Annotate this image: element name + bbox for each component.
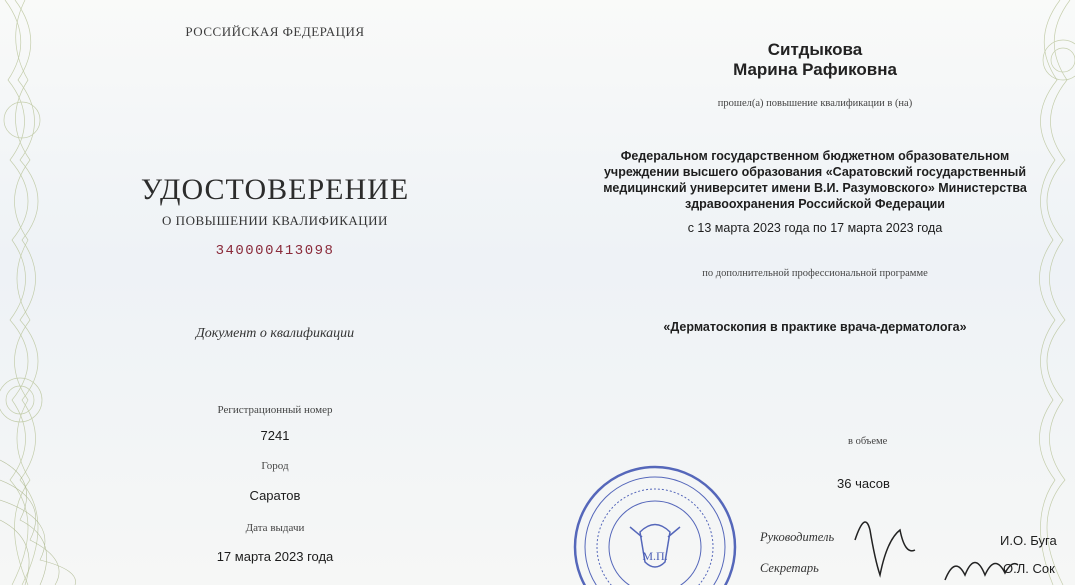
country-heading: РОССИЙСКАЯ ФЕДЕРАЦИЯ bbox=[185, 24, 365, 39]
stamp-mark: М.П. bbox=[642, 549, 668, 563]
official-stamp bbox=[570, 462, 740, 585]
issue-date-label: Дата выдачи bbox=[245, 522, 305, 534]
registration-label: Регистрационный номер bbox=[217, 404, 333, 416]
secretary-name: О.Л. Сок bbox=[1003, 561, 1055, 576]
volume-value: 36 часов bbox=[837, 476, 890, 491]
institution-line: Федеральном государственном бюджетном образовательном bbox=[620, 149, 1010, 163]
secretary-label: Секретарь bbox=[760, 561, 819, 575]
head-label: Руководитель bbox=[760, 530, 835, 544]
issue-date-value: 17 марта 2023 года bbox=[216, 549, 334, 564]
document-subtitle: О ПОВЫШЕНИИ КВАЛИФИКАЦИИ bbox=[162, 213, 388, 228]
program-label: по дополнительной профессиональной программе bbox=[702, 268, 928, 279]
document-title: УДОСТОВЕРЕНИЕ bbox=[140, 173, 410, 206]
holder-name bbox=[565, 40, 1065, 80]
institution-line: медицинский университет имени В.И. Разумовского» Министерства bbox=[603, 181, 1027, 195]
right-page bbox=[545, 0, 1075, 585]
program-title: «Дерматоскопия в практике врача-дерматолога» bbox=[663, 320, 967, 334]
city-value: Саратов bbox=[249, 488, 301, 503]
registration-value: 7241 bbox=[260, 428, 290, 443]
training-dates: с 13 марта 2023 года по 17 марта 2023 года bbox=[687, 221, 943, 235]
volume-label: в объеме bbox=[848, 436, 888, 447]
document-type: Документ о квалификации bbox=[195, 326, 355, 341]
institution-name bbox=[565, 148, 1065, 212]
form-number: 340000413098 bbox=[215, 243, 335, 259]
institution-line: учреждении высшего образования «Саратовский государственный bbox=[603, 165, 1027, 179]
holder-given-names: Марина Рафиковна bbox=[733, 60, 897, 79]
holder-surname: Ситдыкова bbox=[767, 40, 863, 59]
completed-label: прошел(а) повышение квалификации в (на) bbox=[717, 98, 913, 109]
city-label: Город bbox=[261, 460, 289, 472]
head-name: И.О. Буга bbox=[1000, 533, 1057, 548]
institution-line: здравоохранения Российской Федерации bbox=[684, 197, 945, 211]
head-signature bbox=[845, 500, 935, 585]
